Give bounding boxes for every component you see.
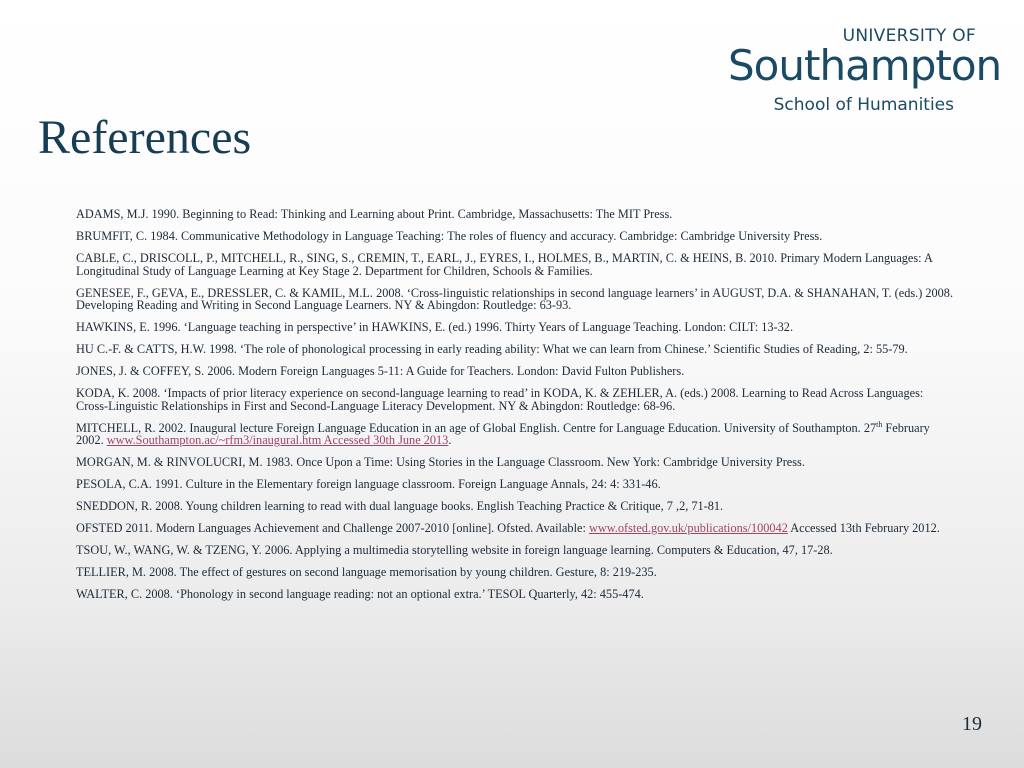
superscript-text: th [876, 419, 883, 429]
reference-text: OFSTED 2011. Modern Languages Achievement and Challenge 2007-2010 [online]. Ofsted. Available: [76, 521, 589, 535]
reference-item-walter: WALTER, C. 2008. ‘Phonology in second language reading: not an optional extra.’ TESOL Quarterly, 42: 455-474. [76, 587, 644, 601]
logo-top-line: UNIVERSITY OF [842, 26, 976, 46]
reference-link-southampton[interactable]: www.Southampton.ac/~rfm3/inaugural.htm Accessed 30th June 2013 [106, 433, 449, 447]
logo-school-name: School of Humanities [773, 95, 954, 115]
reference-item-tsou: TSOU, W., WANG, W. & TZENG, Y. 2006. Applying a multimedia storytelling website in foreign language learning. Computers & Education, 47, 17-28. [76, 543, 833, 557]
reference-text: Accessed 13th February 2012. [787, 521, 940, 535]
reference-item-brumfit: BRUMFIT, C. 1984. Communicative Methodology in Language Teaching: The roles of fluency and accuracy. Cambridge: Cambridge University Press. [76, 229, 823, 243]
reference-list [76, 208, 956, 610]
reference-item-sneddon: SNEDDON, R. 2008. Young children learning to read with dual language books. English Teaching Practice & Critique, 7 ,2, 71-81. [76, 499, 724, 513]
slide-title: References [38, 111, 252, 164]
reference-item-genesee: GENESEE, F., GEVA, E., DRESSLER, C. & KAMIL, M.L. 2008. ‘Cross-linguistic relationships in second language learners’ in AUGUST, D.A. & SHANAHAN, T. (eds.) 2008. Developing Reading and Writing in Second Language Learners. NY & Abingdon: Routledge: 63-93. [76, 285, 954, 312]
reference-item-jones: JONES, J. & COFFEY, S. 2006. Modern Foreign Languages 5-11: A Guide for Teachers. London: David Fulton Publishers. [76, 364, 685, 378]
reference-item-koda: KODA, K. 2008. ‘Impacts of prior literacy experience on second-language learning to read’ in KODA, K. & ZEHLER, A. (eds.) 2008. Learning to Read Across Languages: Cross-Linguistic Relationships in First and Second-Language Literacy Development. NY & Abingdon: Routledge: 68-96. [76, 386, 924, 413]
reference-text: . [448, 433, 452, 447]
reference-item-cable: CABLE, C., DRISCOLL, P., MITCHELL, R., SING, S., CREMIN, T., EARL, J., EYRES, I., HOLMES, B., MARTIN, C. & HEINS, B. 2010. Primary Modern Languages: A Longitudinal Study of Language Learning at Key Stage 2. Department for Children, Schools & Families. [76, 251, 933, 278]
logo-wordmark: Southampton [728, 41, 1002, 90]
page-number: 19 [962, 713, 982, 735]
reference-item-hawkins: HAWKINS, E. 1996. ‘Language teaching in perspective’ in HAWKINS, E. (ed.) 1996. Thirty Years of Language Teaching. London: CILT: 13-32. [76, 320, 794, 334]
reference-link-ofsted[interactable]: www.ofsted.gov.uk/publications/100042 [588, 521, 788, 535]
reference-item-tellier: TELLIER, M. 2008. The effect of gestures on second language memorisation by young children. Gesture, 8: 219-235. [76, 565, 657, 579]
reference-item-hu: HU C.-F. & CATTS, H.W. 1998. ‘The role of phonological processing in early reading ability: What we can learn from Chinese.’ Scientific Studies of Reading, 2: 55-79. [76, 342, 908, 356]
reference-item-morgan: MORGAN, M. & RINVOLUCRI, M. 1983. Once Upon a Time: Using Stories in the Language Classroom. New York: Cambridge University Press. [76, 455, 805, 469]
reference-text: February 2002. [76, 420, 930, 447]
reference-item-adams: ADAMS, M.J. 1990. Beginning to Read: Thinking and Learning about Print. Cambridge, Massachusetts: The MIT Press. [76, 207, 673, 221]
reference-item-mitchell [76, 419, 956, 447]
university-logo [728, 26, 1002, 115]
reference-item-ofsted [76, 522, 956, 535]
reference-item-pesola: PESOLA, C.A. 1991. Culture in the Elementary foreign language classroom. Foreign Language Annals, 24: 4: 331-46. [76, 477, 661, 491]
reference-text: MITCHELL, R. 2002. Inaugural lecture Foreign Language Education in an age of Global English. Centre for Language Education. University of Southampton. 27 [76, 420, 877, 435]
